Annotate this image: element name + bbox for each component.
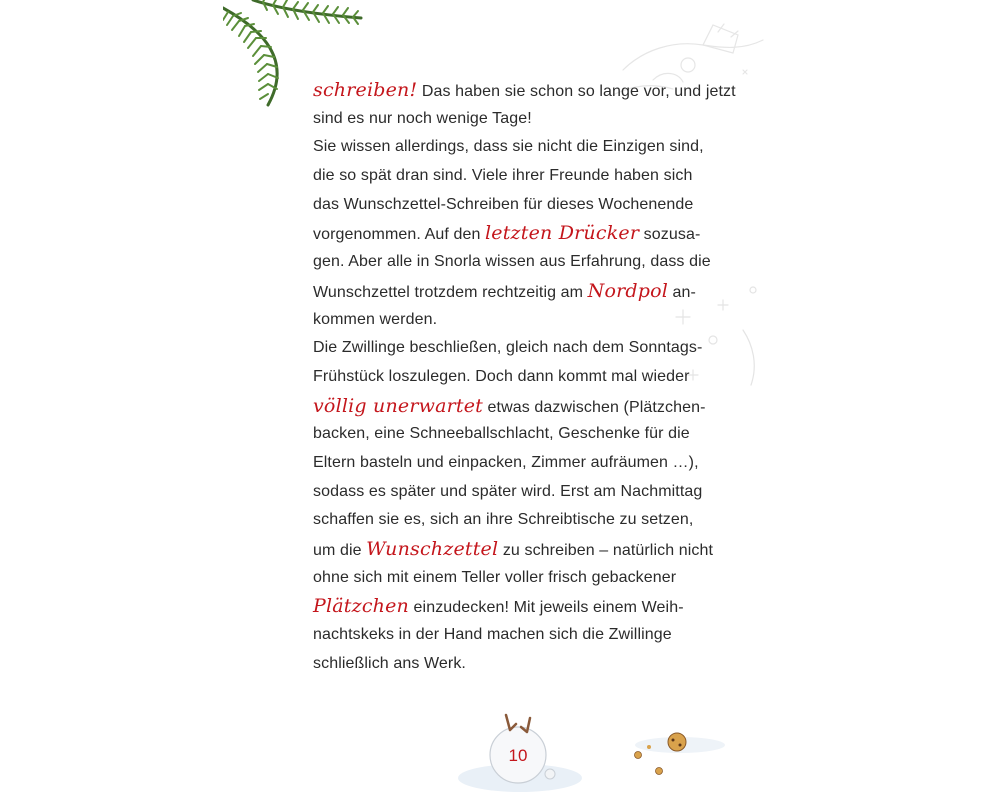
text-segment: schließlich ans Werk. bbox=[313, 654, 466, 672]
page-number: 10 bbox=[508, 746, 528, 765]
text-segment: Frühstück loszulegen. Doch dann kommt mal wieder bbox=[313, 367, 690, 385]
text-line bbox=[313, 564, 725, 593]
text-line bbox=[313, 277, 725, 306]
text-segment: Die Zwillinge beschließen, gleich nach dem Sonntags- bbox=[313, 339, 703, 357]
text-segment: Eltern basteln und einpacken, Zimmer aufräumen …), bbox=[313, 453, 699, 471]
text-line bbox=[313, 191, 725, 220]
highlighted-word: völlig unerwartet bbox=[313, 394, 483, 417]
text-segment: die so spät dran sind. Viele ihrer Freunde haben sich bbox=[313, 167, 693, 185]
text-line bbox=[313, 506, 725, 535]
highlighted-word: Wunschzettel bbox=[366, 538, 499, 560]
text-segment: Das haben sie schon so lange vor, und jetzt bbox=[417, 83, 736, 100]
text-line bbox=[313, 363, 725, 392]
highlighted-word: Plätzchen bbox=[313, 595, 409, 618]
text-segment: gen. Aber alle in Snorla wissen aus Erfahrung, dass die bbox=[313, 253, 711, 271]
text-line bbox=[313, 392, 725, 421]
text-line bbox=[313, 449, 725, 478]
snowball-page-number-icon bbox=[455, 700, 725, 800]
text-segment: Sie wissen allerdings, dass sie nicht die Einzigen sind, bbox=[313, 138, 704, 156]
text-line bbox=[313, 219, 725, 248]
text-segment: nachtskeks in der Hand machen sich die Zwillinge bbox=[313, 626, 672, 644]
text-line bbox=[313, 478, 725, 507]
text-segment: kommen werden. bbox=[313, 310, 438, 328]
text-line bbox=[313, 420, 725, 449]
text-segment: sozusa- bbox=[639, 226, 701, 244]
text-line bbox=[313, 105, 725, 134]
text-segment: etwas dazwischen (Plätzchen- bbox=[483, 398, 706, 416]
text-line bbox=[313, 535, 725, 564]
text-segment: schaffen sie es, sich an ihre Schreibtische zu setzen, bbox=[313, 511, 694, 529]
text-segment: vorgenommen. Auf den bbox=[313, 226, 485, 244]
text-line bbox=[313, 650, 725, 679]
text-segment: an- bbox=[668, 283, 696, 301]
text-line bbox=[313, 248, 725, 277]
text-segment: Wunschzettel trotzdem rechtzeitig am bbox=[313, 283, 588, 301]
text-line bbox=[313, 621, 725, 650]
text-segment: sodass es später und später wird. Erst am Nachmittag bbox=[313, 482, 703, 500]
text-line bbox=[313, 162, 725, 191]
text-line bbox=[313, 76, 736, 105]
text-segment: einzudecken! Mit jeweils einem Weih- bbox=[409, 599, 684, 617]
text-line bbox=[313, 592, 725, 621]
highlighted-word: letzten Drücker bbox=[484, 222, 640, 245]
text-line bbox=[313, 133, 725, 162]
text-segment: ohne sich mit einem Teller voller frisch gebackener bbox=[313, 568, 677, 586]
text-segment: zu schreiben – natürlich nicht bbox=[498, 542, 714, 559]
text-line bbox=[313, 306, 725, 335]
text-line bbox=[313, 334, 725, 363]
text-segment: um die bbox=[313, 542, 367, 559]
text-segment: das Wunschzettel-Schreiben für dieses Wochenende bbox=[313, 195, 694, 213]
highlighted-word: schreiben! bbox=[313, 79, 418, 101]
text-segment: backen, eine Schneeballschlacht, Geschenke für die bbox=[313, 425, 690, 443]
highlighted-word: Nordpol bbox=[587, 279, 669, 302]
body-text bbox=[313, 76, 736, 678]
text-segment: sind es nur noch wenige Tage! bbox=[313, 109, 532, 127]
